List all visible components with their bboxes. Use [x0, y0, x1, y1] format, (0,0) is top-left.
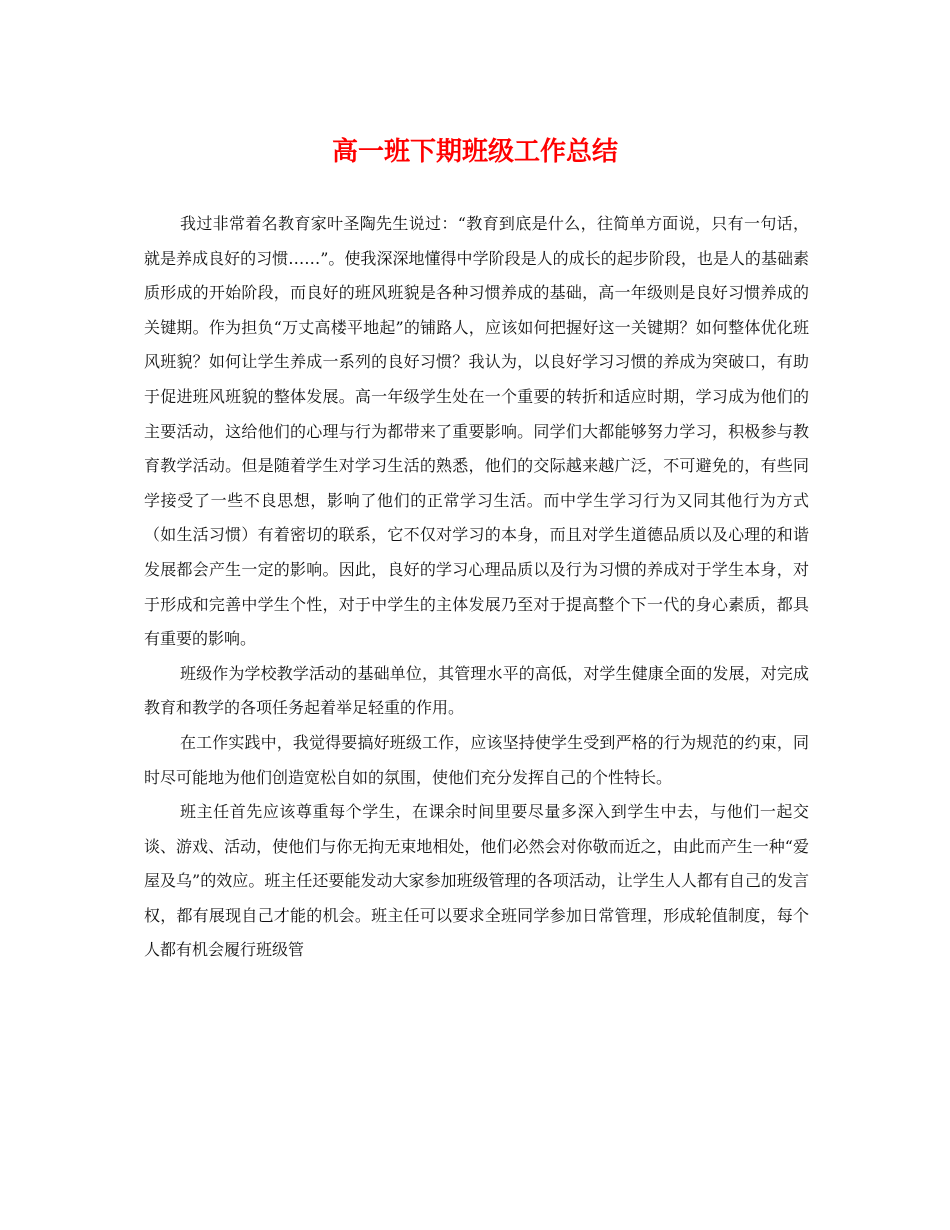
- document-body: [144, 207, 809, 968]
- paragraph-1: 我过非常着名教育家叶圣陶先生说过：“教育到底是什么，往简单方面说，只有一句话，就是养成良好的习惯……”。使我深深地懂得中学阶段是人的成长的起步阶段，也是人的基础素质形成的开始阶段，而良好的班风班貌是各种习惯养成的基础，高一年级则是良好习惯养成的关键期。作为担负“万丈高楼平地起”的铺路人，应该如何把握好这一关键期？如何整体优化班风班貌？如何让学生养成一系列的良好习惯？我认为，以良好学习习惯的养成为突破口，有助于促进班风班貌的整体发展。高一年级学生处在一个重要的转折和适应时期，学习成为他们的主要活动，这给他们的心理与行为都带来了重要影响。同学们大都能够努力学习，积极参与教育教学活动。但是随着学生对学习生活的熟悉，他们的交际越来越广泛，不可避免的，有些同学接受了一些不良思想，影响了他们的正常学习生活。而中学生学习行为又同其他行为方式（如生活习惯）有着密切的联系，它不仅对学习的本身，而且对学生道德品质以及心理的和谐发展都会产生一定的影响。因此，良好的学习心理品质以及行为习惯的养成对于学生本身，对于形成和完善中学生个性，对于中学生的主体发展乃至对于提高整个下一代的身心素质，都具有重要的影响。: [144, 214, 809, 649]
- paragraph-3: 在工作实践中，我觉得要搞好班级工作，应该坚持使学生受到严格的行为规范的约束，同时尽可能地为他们创造宽松自如的氛围，使他们充分发挥自己的个性特长。: [144, 732, 809, 787]
- paragraph-4: 班主任首先应该尊重每个学生，在课余时间里要尽量多深入到学生中去，与他们一起交谈、游戏、活动，使他们与你无拘无束地相处，他们必然会对你敬而近之，由此而产生一种“爱屋及乌”的效应。班主任还要能发动大家参加班级管理的各项活动，让学生人人都有自己的发言权，都有展现自己才能的机会。班主任可以要求全班同学参加日常管理，形成轮值制度，每个人都有机会履行班级管: [144, 802, 809, 960]
- document-title: 高一班下期班级工作总结: [331, 137, 618, 167]
- paragraph-2: 班级作为学校教学活动的基础单位，其管理水平的高低，对学生健康全面的发展，对完成教育和教学的各项任务起着举足轻重的作用。: [144, 663, 809, 718]
